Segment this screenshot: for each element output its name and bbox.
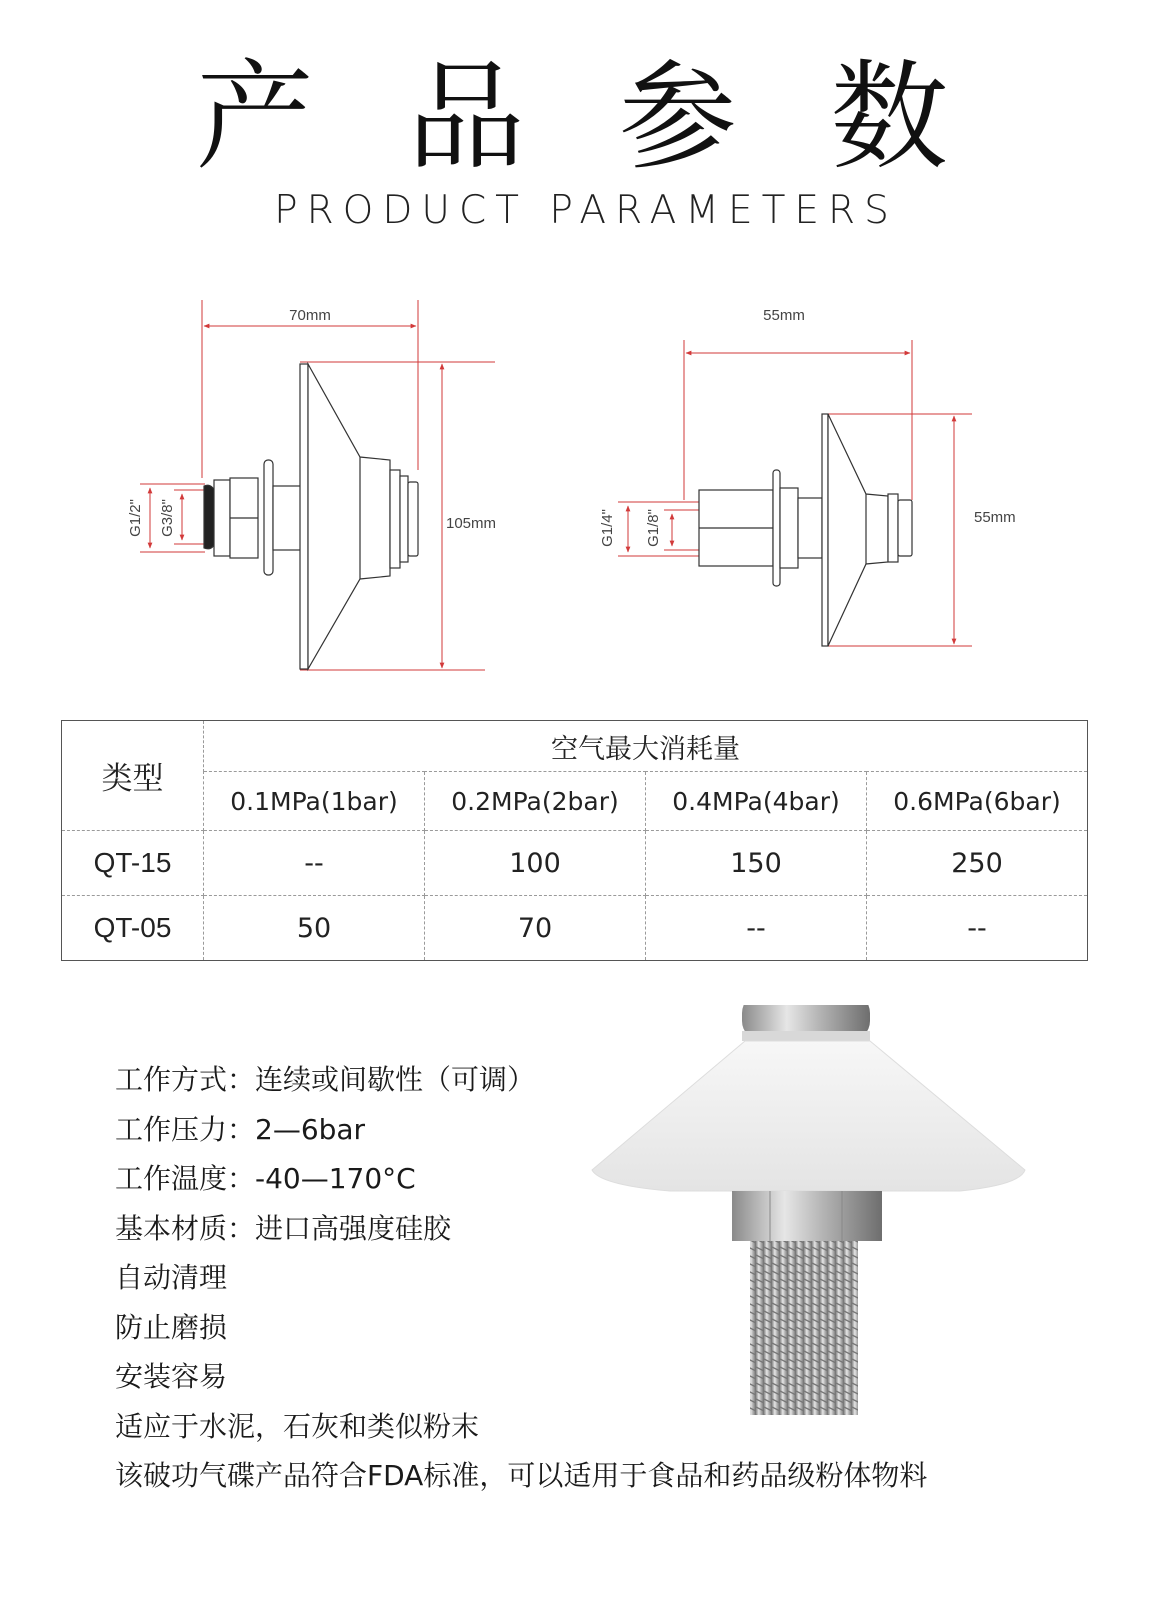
value-cell: 150 <box>646 831 867 896</box>
feature-item: 安装容易 <box>115 1360 228 1393</box>
feature-item: 基本材质：进口高强度硅胶 <box>115 1211 452 1245</box>
feature-item: 自动清理 <box>115 1261 228 1294</box>
feature-item: 工作方式：连续或间歇性（可调） <box>115 1063 536 1096</box>
table-row <box>62 896 1088 961</box>
product-photo <box>580 1005 1040 1425</box>
model-cell: QT-05 <box>62 896 204 961</box>
air-consumption-header: 空气最大消耗量 <box>204 721 1088 772</box>
table-row <box>62 831 1088 896</box>
value-cell: -- <box>646 896 867 961</box>
height-label: 105mm <box>446 515 497 532</box>
feature-item: 防止磨损 <box>115 1310 228 1344</box>
inner-thread-label: G3/8" <box>159 499 176 537</box>
pressure-header: 0.2MPa(2bar) <box>425 772 646 831</box>
feature-item: 适应于水泥，石灰和类似粉末 <box>115 1409 480 1443</box>
value-cell: 100 <box>425 831 646 896</box>
feature-item: 工作压力：2—6bar <box>115 1112 366 1146</box>
drawing-qt05 <box>599 307 1016 646</box>
threaded-stem <box>750 1241 858 1415</box>
width-label: 55mm <box>763 307 805 324</box>
model-cell: QT-15 <box>62 831 204 896</box>
outer-thread-label: G1/4" <box>599 509 616 547</box>
value-cell: -- <box>204 831 425 896</box>
silicone-disc <box>592 1041 1025 1191</box>
height-label: 55mm <box>974 509 1016 526</box>
pressure-header: 0.6MPa(6bar) <box>867 772 1088 831</box>
spec-table <box>61 720 1088 961</box>
drawing-qt15 <box>127 300 496 670</box>
value-cell: -- <box>867 896 1088 961</box>
outer-thread-label: G1/2" <box>127 499 144 537</box>
value-cell: 50 <box>204 896 425 961</box>
value-cell: 70 <box>425 896 646 961</box>
page-subtitle: PRODUCT PARAMETERS <box>274 188 898 233</box>
width-label: 70mm <box>289 307 331 324</box>
page-title: 产 品 参 数 <box>195 48 977 186</box>
hex-nut <box>732 1191 882 1241</box>
technical-drawings <box>0 0 1172 700</box>
inner-thread-label: G1/8" <box>645 509 662 547</box>
feature-item: 该破功气碟产品符合FDA标准，可以适用于食品和药品级粉体物料 <box>115 1459 928 1492</box>
pressure-header: 0.1MPa(1bar) <box>204 772 425 831</box>
feature-item: 工作温度：-40—170°C <box>115 1162 416 1195</box>
value-cell: 250 <box>867 831 1088 896</box>
type-header: 类型 <box>62 721 204 831</box>
pressure-header: 0.4MPa(4bar) <box>646 772 867 831</box>
